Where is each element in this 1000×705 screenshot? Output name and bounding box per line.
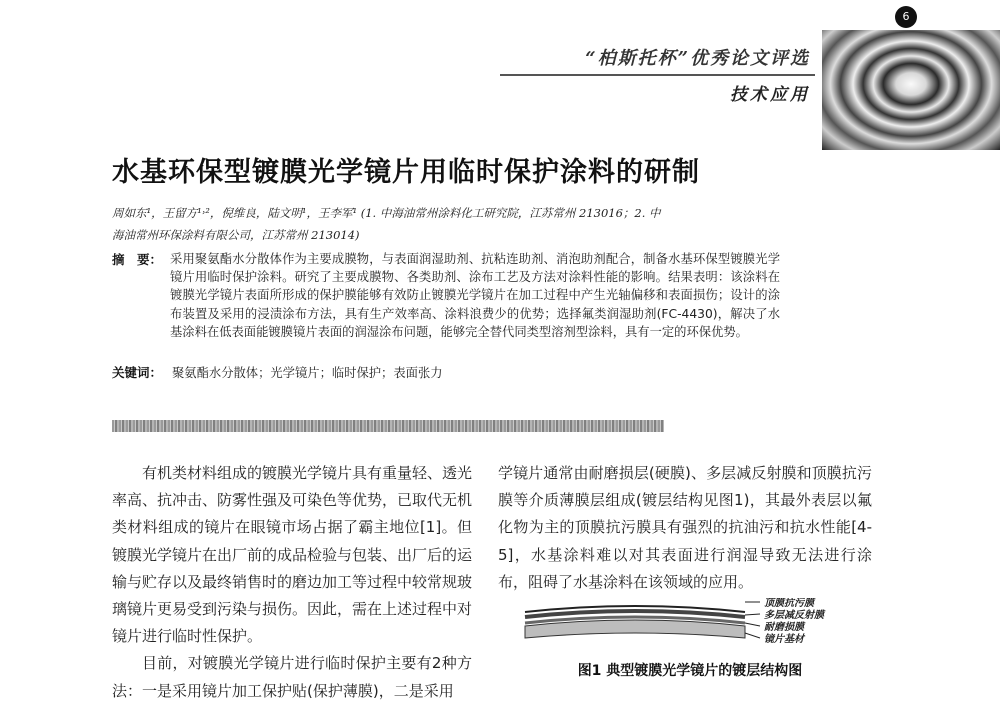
section-label: 技术应用 <box>730 85 810 105</box>
abstract-text: 采用聚氨酯水分散体作为主要成膜物，与表面润湿助剂、抗粘连助剂、消泡助剂配合，制备水基环保型镀膜光学镜片用临时保护涂料。研究了主要成膜物、各类助剂、涂布工艺及方法对涂料性能的影响。结果表明：该涂料在镀膜光学镜片表面所形成的保护膜能够有效防止镀膜光学镜片在加工过程中产生光轴偏移和表面损伤；设计的涂布装置及采用的浸渍涂布方法，具有生产效率高、涂料浪费少的优势；选择氟类润湿助剂(FC-4430)，解决了水基涂料在低表面能镀膜镜片表面的润湿涂布问题，能够完全替代同类型溶剂型涂料，具有一定的环保优势。 <box>170 252 780 339</box>
keywords-label: 关键词： <box>112 365 163 380</box>
layer-lens-substrate <box>525 620 745 638</box>
figure-label: 镜片基材 <box>764 634 804 645</box>
figure-label: 耐磨损膜 <box>764 622 804 633</box>
series-title: “柏斯托杯”优秀论文评选 <box>585 48 810 69</box>
body-left-column <box>112 460 472 705</box>
authors-line-1: 周如东¹，王留方¹˒²，倪维良，陆文明¹，王李军¹ (1. 中海油常州涂料化工研究院，江苏常州 213016；2. 中 <box>112 206 661 220</box>
decorative-lens-swirl-image <box>822 30 1000 150</box>
body-paragraph: 学镜片通常由耐磨损层(硬膜)、多层减反射膜和顶膜抗污膜等介质薄膜层组成(镀层结构见图1)，其最外表层以氟化物为主的顶膜抗污膜具有强烈的抗油污和抗水性能[4-5]，水基涂料难以对其表面进行润湿导致无法进行涂布，阻碍了水基涂料在该领域的应用。 <box>498 464 872 591</box>
figure-caption: 图1 典型镀膜光学镜片的镀层结构图 <box>577 663 803 679</box>
page-badge: 6 <box>895 6 917 28</box>
keywords-text: 聚氨酯水分散体；光学镜片；临时保护；表面张力 <box>172 366 443 380</box>
body-paragraph: 有机类材料组成的镀膜光学镜片具有重量轻、透光率高、抗冲击、防雾性强及可染色等优势，已取代无机类材料组成的镜片在眼镜市场占据了霸主地位[1]。但镀膜光学镜片在出厂前的成品检验与包装、出厂后的运输与贮存以及最终销售时的磨边加工等过程中较常规玻璃镜片更易受到污染与损伤。因此，需在上述过程中对镜片进行临时性保护。 <box>112 464 473 646</box>
figure-label: 多层减反射膜 <box>764 610 824 621</box>
section-divider-bar <box>112 420 664 432</box>
figure-lens-layer-diagram <box>520 598 850 658</box>
body-paragraph: 目前，对镀膜光学镜片进行临时保护主要有2种方法：一是采用镜片加工保护贴(保护薄膜)，二是采用 <box>112 654 472 700</box>
abstract-label: 摘 要： <box>112 252 163 267</box>
article-title: 水基环保型镀膜光学镜片用临时保护涂料的研制 <box>112 157 700 188</box>
figure-label: 顶膜抗污膜 <box>764 598 814 609</box>
header-rule <box>500 74 815 76</box>
author-affiliation <box>112 202 872 246</box>
authors-line-2: 海油常州环保涂料有限公司，江苏常州 213014) <box>112 228 360 242</box>
body-right-column <box>498 460 872 596</box>
